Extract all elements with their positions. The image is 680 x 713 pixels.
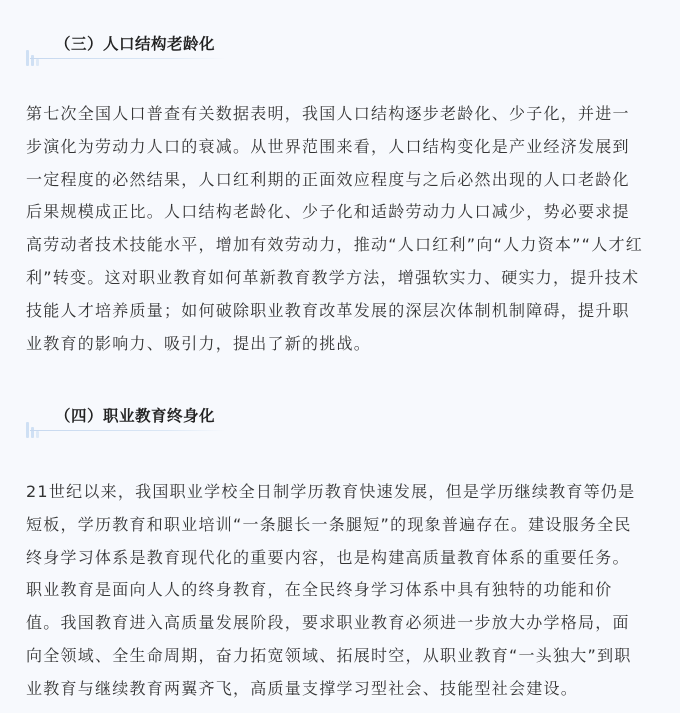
section-population-aging [0, 18, 680, 353]
bar-decoration-icon [18, 402, 40, 438]
section-heading-block [0, 390, 680, 438]
paragraph-line: 向全领域、全生命周期，奋力拓宽领域、拓展时空，从职业教育“一头独大”到职 [26, 645, 632, 665]
heading-underline [30, 430, 225, 431]
section-paragraph [26, 98, 654, 360]
bar-decoration-icon [18, 30, 40, 66]
paragraph-line: 第七次全国人口普查有关数据表明，我国人口结构逐步老龄化、少子化，并进一 [26, 104, 630, 123]
paragraph-line: 利”转变。这对职业教育如何革新教育教学方法，增强软实力、硬实力，提升技术 [26, 267, 640, 287]
paragraph-line: 短板，学历教育和职业培训“一条腿长一条腿短”的现象普遍存在。建设服务全民 [26, 514, 632, 534]
section-heading-block [0, 18, 680, 66]
paragraph-line: 技能人才培养质量；如何破除职业教育改革发展的深层次体制机制障碍，提升职 [26, 300, 630, 320]
paragraph-line: 职业教育是面向人人的终身教育，在全民终身学习体系中具有独特的功能和价 [26, 580, 613, 600]
paragraph-line: 终身学习体系是教育现代化的重要内容，也是构建高质量教育体系的重要任务。 [26, 547, 630, 567]
section-heading: （三）人口结构老龄化 [55, 35, 216, 53]
paragraph-line: 后果规模成正比。人口结构老龄化、少子化和适龄劳动力人口减少，势必要求提 [26, 202, 630, 222]
paragraph-line: 业教育与继续教育两翼齐飞，高质量支撑学习型社会、技能型社会建设。 [26, 678, 579, 698]
paragraph-line: 值。我国教育进入高质量发展阶段，要求职业教育必须进一步放大办学格局，面 [26, 613, 630, 633]
section-heading: （四）职业教育终身化 [55, 407, 216, 425]
paragraph-line: 步演化为劳动力人口的衰减。从世界范围来看，人口结构变化是产业经济发展到 [26, 136, 630, 156]
paragraph-line: 21世纪以来，我国职业学校全日制学历教育快速发展，但是学历继续教育等仍是 [26, 482, 636, 501]
paragraph-line: 一定程度的必然结果，人口红利期的正面效应程度与之后必然出现的人口老龄化 [26, 169, 630, 189]
section-paragraph [26, 476, 654, 706]
heading-underline [30, 58, 225, 59]
section-lifelong-vocational-education [0, 390, 680, 698]
paragraph-line: 业教育的影响力、吸引力，提出了新的挑战。 [26, 333, 372, 353]
paragraph-line: 高劳动者技术技能水平，增加有效劳动力，推动“人口红利”向“人力资本”“人才红 [26, 235, 643, 255]
